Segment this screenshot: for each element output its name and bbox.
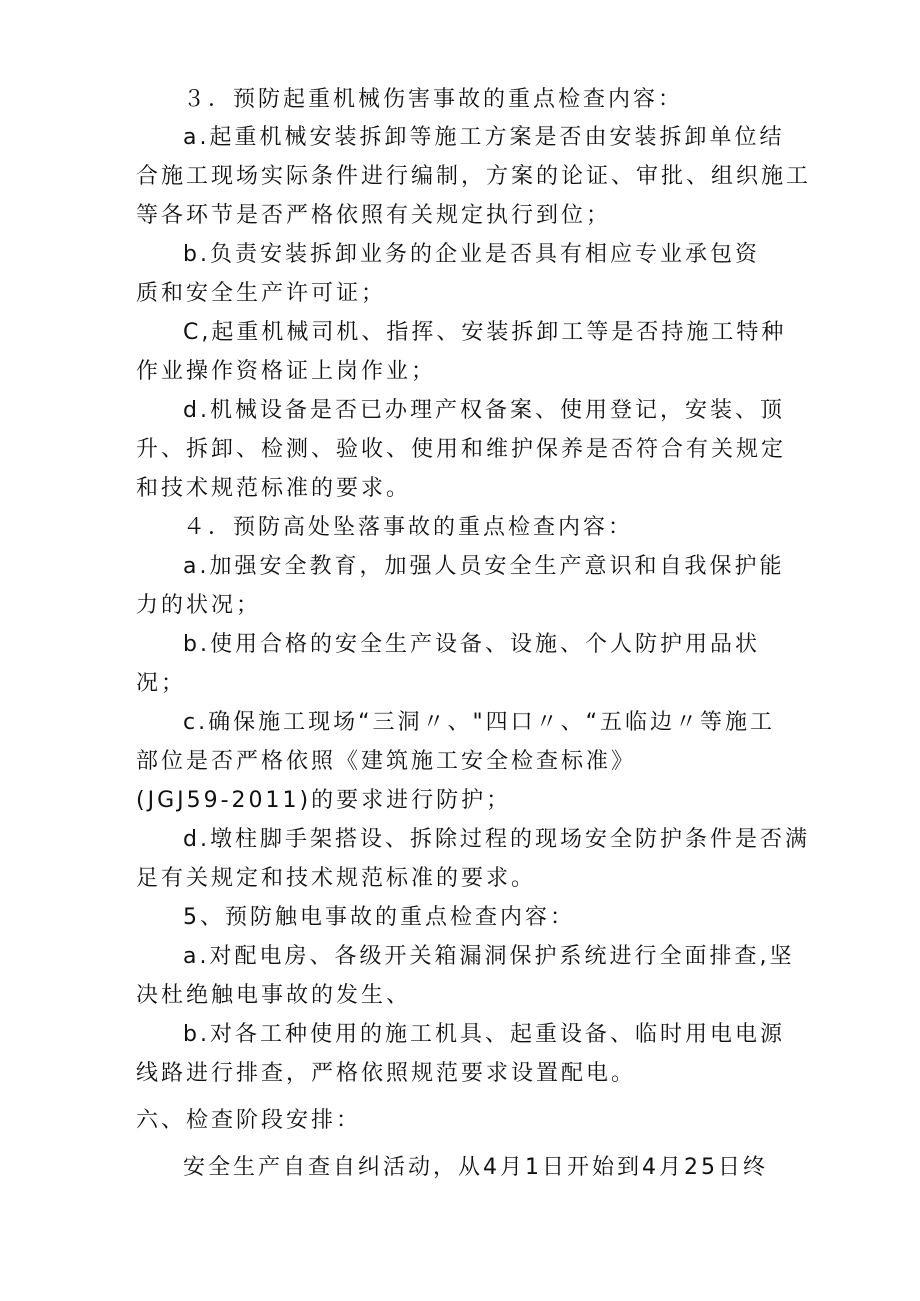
paragraph-line: 部位是否严格依照《建筑施工安全检查标准》 <box>136 749 637 774</box>
paragraph-line: 决杜绝触电事故的发生、 <box>136 983 412 1008</box>
paragraph-line: 和技术规范标准的要求。 <box>136 476 412 501</box>
heading-fall-prevention: ４．预防高处坠落事故的重点检查内容： <box>183 515 634 540</box>
paragraph-line: 足有关规定和技术规范标准的要求。 <box>136 866 537 891</box>
paragraph-line: d.墩柱脚手架搭设、拆除过程的现场安全防护条件是否满 <box>183 827 810 852</box>
paragraph-line: 力的状况； <box>136 593 262 618</box>
paragraph-line: 等各环节是否严格依照有关规定执行到位； <box>136 203 612 228</box>
paragraph-line: 质和安全生产许可证； <box>136 281 387 306</box>
paragraph-line: (JGJ59-2011)的要求进行防护； <box>136 788 512 813</box>
paragraph-line: b.负责安装拆卸业务的企业是否具有相应专业承包资 <box>183 242 760 267</box>
paragraph-line: a.加强安全教育，加强人员安全生产意识和自我保护能 <box>183 554 785 579</box>
paragraph-line: c.确保施工现场“三洞〃、"四口〃、“五临边〃等施工 <box>183 710 776 735</box>
paragraph-line: 合施工现场实际条件进行编制，方案的论证、审批、组织施工 <box>136 164 812 189</box>
paragraph-line: 升、拆卸、检测、验收、使用和维护保养是否符合有关规定 <box>136 437 787 462</box>
section-heading-schedule: 六、检查阶段安排： <box>136 1108 362 1133</box>
paragraph-line: d.机械设备是否已办理产权备案、使用登记，安装、顶 <box>183 398 785 423</box>
paragraph-line: 线路进行排查，严格依照规范要求设置配电。 <box>136 1061 637 1086</box>
paragraph-line: a.起重机械安装拆卸等施工方案是否由安装拆卸单位结 <box>183 125 785 150</box>
paragraph-line: C,起重机械司机、指挥、安装拆卸工等是否持施工特种 <box>183 320 787 345</box>
paragraph-line: b.对各工种使用的施工机具、起重设备、临时用电电源 <box>183 1022 785 1047</box>
paragraph-line: 况； <box>136 671 187 696</box>
heading-electric-shock: 5、预防触电事故的重点检查内容： <box>183 905 575 930</box>
paragraph-line: b.使用合格的安全生产设备、设施、个人防护用品状 <box>183 632 760 657</box>
paragraph-line: a.对配电房、各级开关箱漏洞保护系统进行全面排查,坚 <box>183 944 795 969</box>
heading-lifting-machinery: ３．预防起重机械伤害事故的重点检查内容： <box>183 87 684 112</box>
paragraph-line: 安全生产自查自纠活动，从4月1日开始到4月25日终 <box>183 1155 768 1180</box>
paragraph-line: 作业操作资格证上岗作业； <box>136 359 437 384</box>
